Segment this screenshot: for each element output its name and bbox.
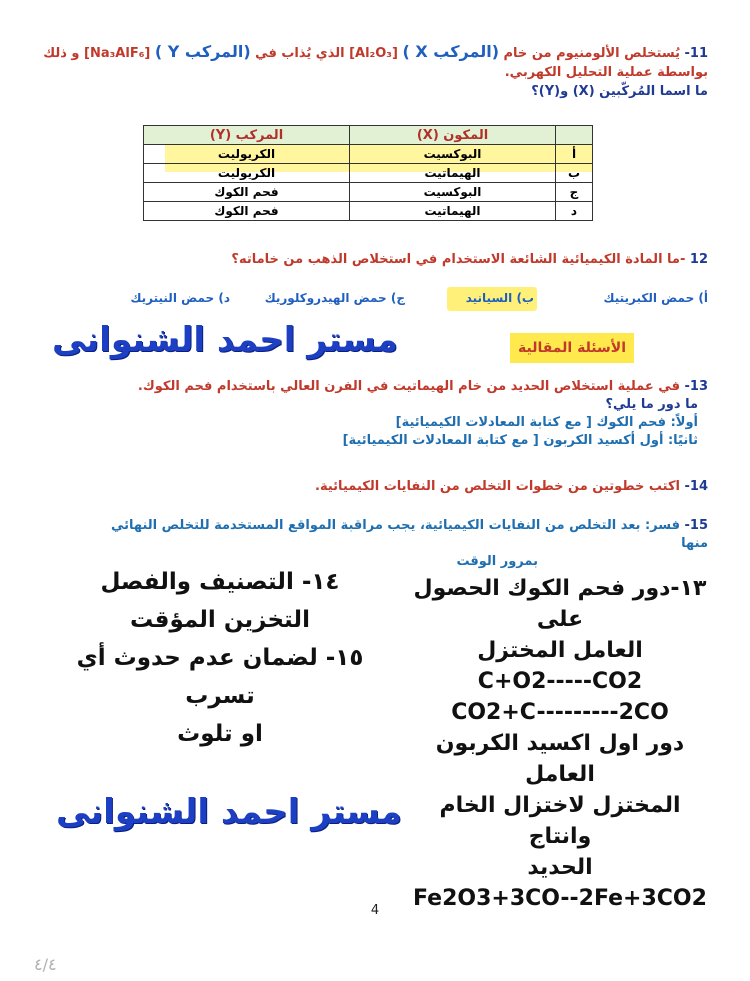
question-text: [Al₂O₃] الذي يُذاب في <box>250 46 403 61</box>
chemical-equation: Fe2O3+3CO--2Fe+3CO2 <box>413 886 707 911</box>
compound-y-label: (المركب Y ) <box>154 42 251 61</box>
option-letter: ج <box>556 183 593 202</box>
page-number: 4 <box>370 903 380 918</box>
table-row <box>144 145 593 164</box>
question-11-line1 <box>40 42 708 63</box>
answer-line: ١٥- لضمان عدم حدوث أي تسرب <box>76 645 364 709</box>
option-letter: ب <box>556 164 593 183</box>
question-part-2: ثانيًا: أول أكسيد الكربون [ مع كتابة المعادلات الكيميائية] <box>342 433 698 448</box>
question-12 <box>231 252 708 267</box>
table-header-x: المكون (X) <box>350 126 556 145</box>
question-text: -ما المادة الكيميائية الشائعة الاستخدام في استخلاص الذهب من خاماته؟ <box>231 252 690 267</box>
question-text: [Na₃AlF₆] و ذلك <box>43 46 155 61</box>
answer-13 <box>405 573 715 914</box>
teacher-signature: مستر احمد الشنوانى <box>52 320 398 360</box>
question-11-line2: بواسطة عملية التحليل الكهربي. <box>504 65 708 80</box>
chemical-equation: CO2+C---------2CO <box>451 700 669 725</box>
answer-line: ١٣-دور فحم الكوك الحصول على <box>413 576 707 632</box>
question-11 <box>40 42 708 101</box>
option-x: البوكسيت <box>350 145 556 164</box>
option-letter: أ <box>556 145 593 164</box>
question-11-line3: ما اسما المُركّبين (X) و(Y)؟ <box>531 84 708 99</box>
answer-line: المختزل لاختزال الخام وانتاج <box>439 793 681 849</box>
question-number: 15- <box>684 518 708 533</box>
table-row <box>144 183 593 202</box>
question-number: 11- <box>684 46 708 61</box>
teacher-signature: مستر احمد الشنوانى <box>56 792 402 832</box>
option-y: فحم الكوك <box>144 183 350 202</box>
answer-line: دور اول اكسيد الكربون العامل <box>435 731 685 787</box>
question-text: يُستخلص الألومنيوم من خام <box>499 46 680 61</box>
question-number: 13- <box>684 379 708 394</box>
option-b: ب) السيانيد <box>465 291 534 305</box>
option-letter: د <box>556 202 593 221</box>
option-y: الكريوليت <box>144 145 350 164</box>
question-13 <box>88 378 708 450</box>
table-row <box>144 164 593 183</box>
chemical-equation: C+O2-----CO2 <box>477 669 643 694</box>
question-subtext: ما دور ما يلي؟ <box>605 397 698 412</box>
option-y: الكريوليت <box>144 164 350 183</box>
option-x: الهيماتيت <box>350 202 556 221</box>
essay-section-title: الأسئلة المقالية <box>510 333 634 363</box>
question-text: في عملية استخلاص الحديد من خام الهيماتيت في الفرن العالي باستخدام فحم الكوك. <box>137 379 685 394</box>
question-number: 14- <box>684 479 708 494</box>
answer-line: او تلوث <box>177 721 263 747</box>
question-text: اكتب خطوتين من خطوات التخلص من النفايات الكيميائية. <box>315 479 685 494</box>
option-d: د) حمض النيتريك <box>130 291 230 305</box>
table-header-row <box>144 126 593 145</box>
answer-line: الحديد <box>527 855 593 880</box>
question-part-1: أولاً: فحم الكوك [ مع كتابة المعادلات الكيميائية] <box>395 415 698 430</box>
question-text: بمرور الوقت <box>456 554 538 569</box>
table-row <box>144 202 593 221</box>
question-text: فسر: بعد التخلص من النفايات الكيميائية، يجب مراقبة المواقع المستخدمة للتخلص النهائي منها <box>111 518 708 551</box>
answer-line: التخزين المؤقت <box>130 607 310 633</box>
answer-line: ١٤- التصنيف والفصل <box>100 569 340 595</box>
answer-line: العامل المختزل <box>477 638 643 663</box>
page-footer: ٤/٤ <box>34 955 57 974</box>
option-a: أ) حمض الكبريتيك <box>603 291 708 305</box>
options-table <box>143 125 593 221</box>
question-14 <box>315 478 708 496</box>
compound-x-label: (المركب X ) <box>402 42 499 61</box>
answer-14-15 <box>45 563 395 753</box>
option-x: البوكسيت <box>350 183 556 202</box>
option-y: فحم الكوك <box>144 202 350 221</box>
table-header-y: المركب (Y) <box>144 126 350 145</box>
option-c: ج) حمض الهيدروكلوريك <box>264 291 405 305</box>
question-number: 12 <box>689 252 708 267</box>
option-x: الهيماتيت <box>350 164 556 183</box>
table-header-empty <box>556 126 593 145</box>
